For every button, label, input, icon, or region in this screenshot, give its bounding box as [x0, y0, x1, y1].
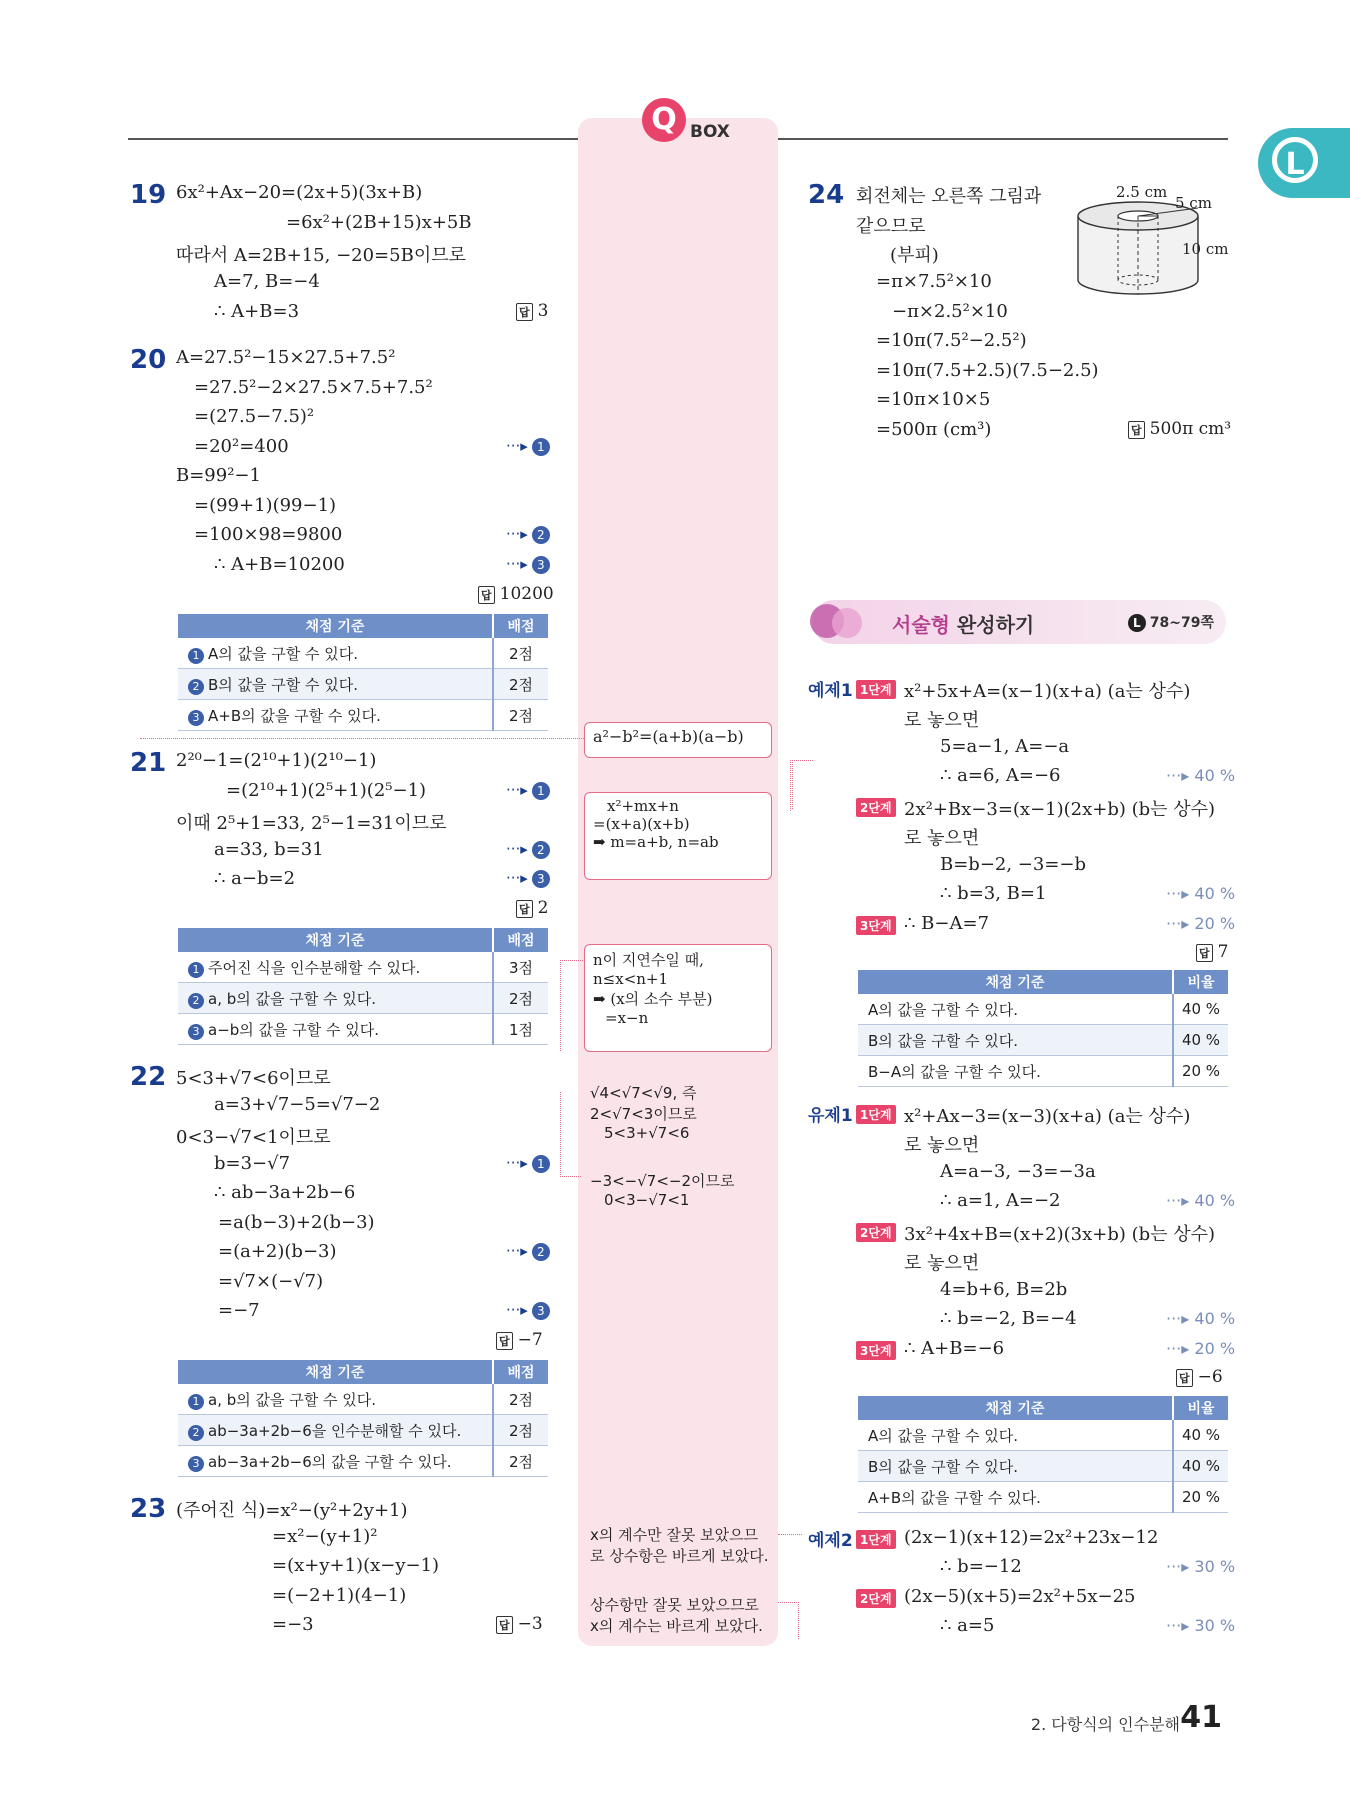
- score-percent: ···▸ 30 %: [1166, 1616, 1236, 1635]
- p19-line: 따라서 A=2B+15, −20=5B이므로: [176, 245, 466, 266]
- table-row: A의 값을 구할 수 있다. 40 %: [858, 1420, 1228, 1451]
- p22-line: 0<3−√7<1이므로: [176, 1127, 331, 1148]
- score-percent: ···▸ 40 %: [1166, 1309, 1236, 1328]
- p24-line: =10π×10×5: [876, 389, 991, 410]
- connector-line: [140, 738, 584, 739]
- table-row: 1 주어진 식을 인수분해할 수 있다. 3점: [178, 952, 548, 983]
- step-mark-1: ···▸ 1: [506, 781, 550, 800]
- p20-answer: 답 10200: [478, 584, 554, 604]
- table-row: B의 값을 구할 수 있다. 40 %: [858, 1451, 1228, 1482]
- p22-line: =√7×(−√7): [218, 1271, 324, 1292]
- p24-answer: 답 500π cm³: [1128, 419, 1231, 439]
- score-percent: ···▸ 40 %: [1166, 766, 1236, 785]
- ex1-line: 로 놓으면: [904, 828, 980, 849]
- p20-line: =(27.5−7.5)²: [194, 406, 315, 427]
- step-mark-1: ···▸ 1: [506, 437, 550, 456]
- score-percent: ···▸ 30 %: [1166, 1557, 1236, 1576]
- answer-icon: 답: [516, 303, 533, 321]
- score-percent: ···▸ 20 %: [1166, 1339, 1236, 1358]
- p20-line: =27.5²−2×27.5×7.5+7.5²: [194, 377, 433, 398]
- ex1-line: ∴ b=3, B=1: [940, 883, 1047, 904]
- table-row: A+B의 값을 구할 수 있다. 20 %: [858, 1482, 1228, 1513]
- exercise-1-label: 유제1: [808, 1106, 853, 1126]
- step-mark-2: ···▸ 2: [506, 1242, 550, 1261]
- qbox-note-2: x²+mx+n =(x+a)(x+b) ➡ m=a+b, n=ab: [584, 792, 772, 880]
- p19-answer: 답 3: [516, 301, 548, 321]
- yu1-line: A=a−3, −3=−3a: [940, 1161, 1096, 1182]
- connector-line: [560, 1092, 581, 1177]
- section-decoration-icon: [810, 600, 870, 644]
- qbox-note-3: n이 지연수일 때, n≤x<n+1 ➡ (x의 소수 부분) =x−n: [584, 944, 772, 1052]
- ex1-line: 로 놓으면: [904, 710, 980, 731]
- answer-icon: 답: [1128, 421, 1145, 439]
- yu1-line: 로 놓으면: [904, 1253, 980, 1274]
- p23-line: =−3: [272, 1614, 314, 1635]
- table-row: 2 ab−3a+2b−6을 인수분해할 수 있다. 2점: [178, 1415, 548, 1446]
- p22-line: 5<3+√7<6이므로: [176, 1068, 331, 1089]
- step-badge-3: 3단계: [856, 1341, 896, 1360]
- top-rule-left: [128, 138, 578, 140]
- p21-line: ∴ a−b=2: [214, 868, 296, 889]
- answer-icon: 답: [516, 900, 533, 918]
- level-badge: [1258, 128, 1350, 198]
- qbox-text-6: x의 계수만 잘못 보았으므 로 상수항은 바르게 보았다.: [590, 1526, 769, 1565]
- p20-line: B=99²−1: [176, 465, 261, 486]
- qbox-logo-icon: Q: [642, 98, 686, 142]
- connector-line: [778, 1534, 802, 1536]
- step-badge-1: 1단계: [856, 680, 896, 699]
- p19-line: A=7, B=−4: [214, 271, 320, 292]
- table-row: 3 ab−3a+2b−6의 값을 구할 수 있다. 2점: [178, 1446, 548, 1477]
- p22-line: a=3+√7−5=√7−2: [214, 1094, 381, 1115]
- p20-line: ∴ A+B=10200: [214, 554, 345, 575]
- problem-number-22: 22: [130, 1062, 167, 1092]
- p21-criteria-table: 채점 기준 배점 1 주어진 식을 인수분해할 수 있다. 3점 2 a, b의 값을 구할 수 있다. 2점 3 a−b의 값을 구할 수 있다. 1점: [178, 928, 548, 1045]
- yu1-answer: 답 −6: [1176, 1367, 1223, 1387]
- step-mark-3: ···▸ 3: [506, 1301, 550, 1320]
- answer-icon: 답: [1196, 944, 1213, 962]
- p22-line: =(a+2)(b−3): [218, 1241, 337, 1262]
- qbox-column: [578, 118, 778, 1646]
- qbox-note-1: a²−b²=(a+b)(a−b): [584, 722, 772, 758]
- step-mark-2: ···▸ 2: [506, 525, 550, 544]
- yu1-criteria-table: 채점 기준 비율 A의 값을 구할 수 있다. 40 % B의 값을 구할 수 있다. 40 % A+B의 값을 구할 수 있다. 20 %: [858, 1396, 1228, 1513]
- table-row: B−A의 값을 구할 수 있다. 20 %: [858, 1056, 1228, 1087]
- connector-line: [790, 760, 811, 811]
- answer-icon: 답: [496, 1332, 513, 1350]
- ex2-line: ∴ b=−12: [940, 1556, 1022, 1577]
- p21-line: =(2¹⁰+1)(2⁵+1)(2⁵−1): [226, 780, 427, 801]
- ex1-line: 5=a−1, A=−a: [940, 736, 1070, 757]
- p22-line: =−7: [218, 1300, 260, 1321]
- score-percent: ···▸ 40 %: [1166, 1191, 1236, 1210]
- problem-number-21: 21: [130, 748, 167, 778]
- ex1-line: ∴ B−A=7: [904, 913, 990, 934]
- level-l-icon: L: [1128, 614, 1146, 632]
- step-badge-1: 1단계: [856, 1105, 896, 1124]
- qbox-label: BOX: [690, 122, 730, 142]
- level-l-icon: L: [1272, 137, 1318, 183]
- ex1-criteria-table: 채점 기준 비율 A의 값을 구할 수 있다. 40 % B의 값을 구할 수 있다. 40 % B−A의 값을 구할 수 있다. 20 %: [858, 970, 1228, 1087]
- fig-label-inner-radius: 2.5 cm: [1116, 183, 1168, 201]
- ex1-line: ∴ a=6, A=−6: [940, 765, 1061, 786]
- yu1-line: 4=b+6, B=2b: [940, 1279, 1068, 1300]
- table-row: 3 A+B의 값을 구할 수 있다. 2점: [178, 700, 548, 731]
- score-percent: ···▸ 40 %: [1166, 884, 1236, 903]
- problem-number-23: 23: [130, 1494, 167, 1524]
- answer-icon: 답: [496, 1616, 513, 1634]
- table-row: 2 a, b의 값을 구할 수 있다. 2점: [178, 983, 548, 1014]
- section-page-ref: L 78~79쪽: [1128, 612, 1214, 632]
- ex2-line: ∴ a=5: [940, 1615, 995, 1636]
- score-percent: ···▸ 20 %: [1166, 914, 1236, 933]
- problem-number-20: 20: [130, 345, 167, 375]
- step-mark-3: ···▸ 3: [506, 555, 550, 574]
- top-rule-right: [778, 138, 1228, 140]
- p23-line: =(−2+1)(4−1): [272, 1585, 407, 1606]
- qbox-text-5: −3<−√7<−2이므로 0<3−√7<1: [590, 1172, 735, 1209]
- problem-number-19: 19: [130, 180, 167, 210]
- table-row: B의 값을 구할 수 있다. 40 %: [858, 1025, 1228, 1056]
- yu1-line: 3x²+4x+B=(x+2)(3x+b) (b는 상수): [904, 1224, 1216, 1245]
- ex1-answer: 답 7: [1196, 942, 1228, 962]
- connector-line: [560, 960, 585, 1051]
- p19-line: =6x²+(2B+15)x+5B: [286, 212, 472, 233]
- p21-line: 2²⁰−1=(2¹⁰+1)(2¹⁰−1): [176, 750, 377, 771]
- p20-line: =100×98=9800: [194, 524, 343, 545]
- p20-line: =20²=400: [194, 436, 289, 457]
- answer-icon: 답: [478, 586, 495, 604]
- chapter-title: 2. 다항식의 인수분해: [1030, 1715, 1180, 1734]
- table-row: 1 A의 값을 구할 수 있다. 2점: [178, 638, 548, 669]
- p24-line: =10π(7.5+2.5)(7.5−2.5): [876, 360, 1099, 381]
- p19-line: ∴ A+B=3: [214, 301, 300, 322]
- step-mark-2: ···▸ 2: [506, 840, 550, 859]
- table-row: 2 B의 값을 구할 수 있다. 2점: [178, 669, 548, 700]
- answer-icon: 답: [1176, 1369, 1193, 1387]
- qbox-text-7: 상수항만 잘못 보았으므로 x의 계수는 바르게 보았다.: [590, 1596, 763, 1635]
- table-row: 3 a−b의 값을 구할 수 있다. 1점: [178, 1014, 548, 1045]
- p24-line: =10π(7.5²−2.5²): [876, 330, 1027, 351]
- table-row: A의 값을 구할 수 있다. 40 %: [858, 994, 1228, 1025]
- p24-line: −π×2.5²×10: [892, 301, 1008, 322]
- p22-answer: 답 −7: [496, 1330, 543, 1350]
- connector-line: [778, 1602, 799, 1639]
- step-badge-2: 2단계: [856, 1589, 896, 1608]
- p20-criteria-table: 채점 기준 배점 1 A의 값을 구할 수 있다. 2점 2 B의 값을 구할 수 있다. 2점 3 A+B의 값을 구할 수 있다. 2점: [178, 614, 548, 731]
- yu1-line: 로 놓으면: [904, 1135, 980, 1156]
- step-badge-1: 1단계: [856, 1530, 896, 1549]
- section-title: 서술형 완성하기: [892, 613, 1035, 637]
- ex2-line: (2x−1)(x+12)=2x²+23x−12: [904, 1527, 1159, 1548]
- p22-criteria-table: 채점 기준 배점 1 a, b의 값을 구할 수 있다. 2점 2 ab−3a+2b−6을 인수분해할 수 있다. 2점 3 ab−3a+2b−6의 값을 구할 수 있다. 2점: [178, 1360, 548, 1477]
- fig-label-outer-radius: 5 cm: [1175, 194, 1212, 212]
- p22-line: =a(b−3)+2(b−3): [218, 1212, 375, 1233]
- example-2-label: 예제2: [808, 1531, 853, 1551]
- table-row: 1 a, b의 값을 구할 수 있다. 2점: [178, 1384, 548, 1415]
- p24-line: =π×7.5²×10: [876, 271, 992, 292]
- p20-line: =(99+1)(99−1): [194, 495, 337, 516]
- page-number: 41: [1180, 1700, 1222, 1735]
- fig-label-height: 10 cm: [1182, 240, 1229, 258]
- p24-line: 회전체는 오른쪽 그림과: [856, 186, 1042, 207]
- p22-line: b=3−√7: [214, 1153, 291, 1174]
- problem-number-24: 24: [808, 180, 845, 210]
- step-badge-2: 2단계: [856, 798, 896, 817]
- p23-answer: 답 −3: [496, 1614, 543, 1634]
- p21-line: 이때 2⁵+1=33, 2⁵−1=31이므로: [176, 813, 447, 834]
- step-mark-1: ···▸ 1: [506, 1154, 550, 1173]
- ex1-line: x²+5x+A=(x−1)(x+a) (a는 상수): [904, 681, 1191, 702]
- p19-line: 6x²+Ax−20=(2x+5)(3x+B): [176, 182, 423, 203]
- example-1-label: 예제1: [808, 681, 853, 701]
- ex1-line: B=b−2, −3=−b: [940, 854, 1087, 875]
- step-badge-3: 3단계: [856, 916, 896, 935]
- p24-line: 같으므로: [856, 216, 926, 237]
- p24-line: =500π (cm³): [876, 419, 992, 440]
- ex2-line: (2x−5)(x+5)=2x²+5x−25: [904, 1586, 1136, 1607]
- step-mark-3: ···▸ 3: [506, 869, 550, 888]
- p23-line: =x²−(y+1)²: [272, 1526, 378, 1547]
- ex1-line: 2x²+Bx−3=(x−1)(2x+b) (b는 상수): [904, 799, 1216, 820]
- yu1-line: ∴ A+B=−6: [904, 1338, 1005, 1359]
- yu1-line: x²+Ax−3=(x−3)(x+a) (a는 상수): [904, 1106, 1191, 1127]
- p24-line: (부피): [890, 245, 939, 266]
- p21-line: a=33, b=31: [214, 839, 324, 860]
- yu1-line: ∴ a=1, A=−2: [940, 1190, 1061, 1211]
- p23-line: (주어진 식)=x²−(y²+2y+1): [176, 1500, 408, 1521]
- yu1-line: ∴ b=−2, B=−4: [940, 1308, 1077, 1329]
- p23-line: =(x+y+1)(x−y−1): [272, 1555, 440, 1576]
- qbox-text-4: √4<√7<√9, 즉 2<√7<3이므로 5<3+√7<6: [590, 1084, 697, 1142]
- step-badge-2: 2단계: [856, 1223, 896, 1242]
- p20-line: A=27.5²−15×27.5+7.5²: [176, 347, 396, 368]
- section-header: [812, 600, 1226, 644]
- p21-answer: 답 2: [516, 898, 548, 918]
- p22-line: ∴ ab−3a+2b−6: [214, 1182, 356, 1203]
